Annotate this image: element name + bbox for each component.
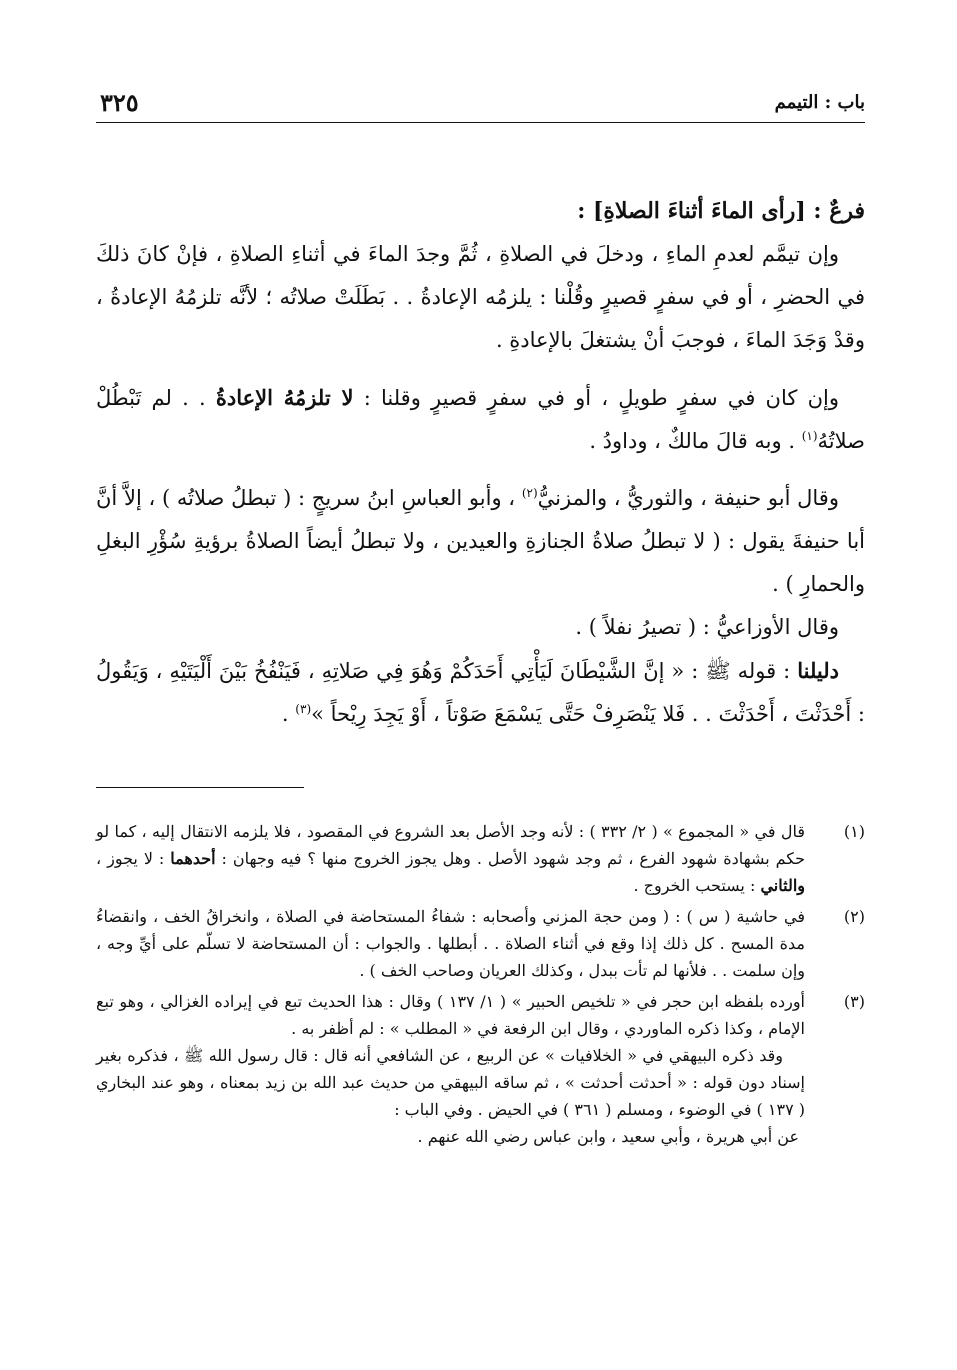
section-heading: فرعٌ : [رأى الماءَ أثناءَ الصلاةِ] : [577, 198, 865, 224]
paragraph-3-text-b: ، وأبو العباسِ ابنُ سريجٍ : ( تبطلُ صلاتُه ) ، إلاَّ أنَّ أبا حنيفةَ يقول : ( لا تبطلُ صلاةُ الجنازةِ والعيدين ، ولا تبطلُ أيضاً الصلاةُ برؤيةِ سُؤْرِ البغلِ والحمارِ ) . [96, 486, 865, 596]
paragraph-2-text-b: . . لم تَبْطُلْ صلاتُهُ [96, 386, 865, 453]
footnote-1-end: : يستحب الخروج . [633, 876, 756, 895]
paragraph-2-text-a: وإن كان في سفرٍ طويلٍ ، أو في سفرٍ قصيرٍ وقلنا : [363, 386, 839, 410]
footnote-3-paragraph-2: وقد ذكره البيهقي في « الخلافيات » عن الربيع ، عن الشافعي أنه قال : قال رسول الله ﷺ ، فذكره بغير إسناد دون قوله : « أحدثت أحدثت » ، ثم ساقه البيهقي من حديث عبد الله بن زيد بمعناه ، وهو عند البخاري ( ١٣٧ ) في الوضوء ، ومسلم ( ٣٦١ ) في الحيض . وفي الباب : [96, 1046, 805, 1119]
paragraph-5 [96, 649, 865, 736]
footnote-1-mid: : لا يجوز ، [96, 849, 165, 868]
footnote-1-bold-second: والثاني [760, 876, 805, 895]
footnote-text: في حاشية ( س ) : ( ومن حجة المزني وأصحابه : شفاءُ المستحاضة في الصلاة ، وانخراقُ الخف ، وانقضاءُ مدة المسح . كل ذلك إذا وقع في أثناء الصلاة . . أبطلها . والجواب : أن المستحاضة لا تسلّم على أيِّ وجه ، وإن سلمت . . فلأنها لم تأت ببدل ، وكذلك العريان وصاحب الخف ) . [96, 907, 805, 980]
page-number: ٣٢٥ [100, 88, 139, 117]
paragraph-5-end: . [281, 702, 289, 726]
paragraph-3 [96, 477, 865, 606]
evidence-label: دليلنا [797, 658, 839, 683]
footnote-text: أورده بلفظه ابن حجر في « تلخيص الحبير » ( ١/ ١٣٧ ) وقال : هذا الحديث تبع في إيراده الغزالي ، وهو تبع الإمام ، وكذا ذكره الماوردي ، وقال ابن الرفعة في « المطلب » : لم أظفر به . [96, 992, 805, 1038]
footnote-ref-1: (١) [801, 429, 818, 443]
footnote-text [96, 818, 805, 899]
footnote-ref-2: (٢) [521, 486, 538, 500]
footnote-number: (٣) [843, 992, 865, 1011]
paragraph-1: وإن تيمَّم لعدمِ الماءِ ، ودخلَ في الصلاةِ ، ثُمَّ وجدَ الماءَ في أثناءِ الصلاةِ ، فإنْ كانَ ذلكَ في الحضرِ ، أو في سفرٍ قصيرٍ وقُلْنا : يلزمُه الإعادةُ . . بَطَلَتْ صلاتُه ؛ لأنَّه تلزمُهُ الإعادةُ ، وقدْ وَجَدَ الماءَ ، فوجبَ أنْ يشتغلَ بالإعادةِ . [96, 242, 865, 352]
chapter-title: باب : التيمم [774, 92, 865, 113]
footnote-2 [96, 903, 865, 984]
paragraph-3-text-a: وقال أبو حنيفة ، والثوريُّ ، والمزنيُّ [537, 486, 839, 510]
footnote-3 [96, 988, 865, 1150]
paragraph-2-text-c: . وبه قالَ مالكٌ ، وداودُ . [589, 429, 796, 453]
main-text [96, 190, 865, 736]
footnote-ref-3: (٣) [295, 702, 312, 716]
footnotes [96, 818, 865, 1154]
footnote-separator [96, 787, 304, 788]
hadith-text: : قوله ﷺ : « إنَّ الشَّيْطَانَ لَيَأْتِي أَحَدَكُمْ وَهُوَ فِي صَلاتِهِ ، فَيَنْفُخُ بَيْنَ أَلْيَتَيْهِ ، وَيَقُولُ : أَحْدَثْتَ ، أَحْدَثْتَ . . فَلا يَنْصَرِفْ حَتَّى يَسْمَعَ صَوْتاً ، أَوْ يَجِدَ رِيْحاً » [96, 659, 865, 726]
footnote-number: (١) [843, 822, 865, 841]
paragraph-4: وقال الأوزاعيُّ : ( تصيرُ نفلاً ) . [575, 615, 839, 639]
footnote-1-text: قال في « المجموع » ( ٢/ ٣٣٢ ) : لأنه وجد الأصل بعد الشروع في المقصود ، فلا يلزمه الانتقال إليه ، كما لو حكم بشهادة شهود الفرع ، ثم وجد شهود الأصل . وهل يجوز الخروج منها ؟ فيه وجهان : [96, 822, 805, 868]
running-header [96, 86, 865, 123]
footnote-number: (٢) [843, 907, 865, 926]
footnote-1 [96, 818, 865, 899]
footnote-1-bold-first: أحدهما [170, 849, 216, 868]
footnote-3-paragraph-3: عن أبي هريرة ، وأبي سعيد ، وابن عباس رضي الله عنهم . [417, 1127, 799, 1146]
paragraph-2-bold: لا تلزمُهُ الإعادةُ [215, 385, 354, 410]
paragraph-2 [96, 376, 865, 463]
